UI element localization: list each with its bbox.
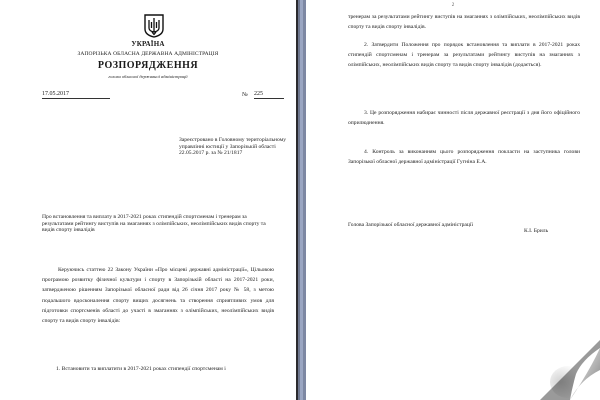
document-title: РОЗПОРЯДЖЕННЯ (97, 60, 199, 71)
item-1-continuation: тренерам за результатами рейтингу виступів на змаганнях з олімпійських, неолімпійських видів спорту та видів спорту інвалідів. (348, 14, 580, 31)
document-subtitle: голови обласної державної адміністрації (108, 74, 188, 79)
page-number: 2 (451, 3, 455, 8)
number-label: № (242, 92, 248, 98)
administration-heading: ЗАПОРІЗЬКА ОБЛАСНА ДЕРЖАВНА АДМІНІСТРАЦІЯ (77, 51, 219, 57)
document-page-2 (306, 0, 600, 400)
ukraine-crest-icon (143, 14, 165, 38)
document-subject: Про встановлення та виплату в 2017-2021 роках стипендій спортсменам і тренерам за результатами рейтингу виступів на змаганнях з олімпійських, неолімпійських видів спорту та видів спорту інвалідів (42, 214, 266, 234)
preamble-paragraph: Керуючись статтею 22 Закону України «Про місцеві державні адміністрації», Цільовою програмою розвитку фізичної культури і спорту в Запорізькій області на 2017-2021 роки, затвердженою рішенням Запорізької обласної ради від 26 січня 2017 року № 58, з метою подальшого вдосконалення спорту вищих досягнень та створення сприятливих умов для підготовки спортсменів області до участі в змаганнях з олімпійських, неолімпійських видів спорту та видів спорту інвалідів: (42, 267, 274, 325)
document-number: 225 (254, 91, 284, 99)
signature-name: К.І. Бриль (524, 228, 549, 234)
signature-title: Голова Запорізької обласної державної адміністрації (348, 222, 474, 228)
document-date: 17.05.2017 (42, 91, 110, 99)
item-2: 2. Затвердити Положення про порядок встановлення та виплати в 2017-2021 роках стипендій спортсменам і тренерам за результатами рейтингу виступів на змаганнях з олімпійських, неолімпійських видів спорту та видів спорту інвалідів (додається). (348, 42, 580, 69)
item-4: 4. Контроль за виконанням цього розпорядження покласти на заступника голови Запорізької обласної державної адміністрації Гугніна Е.А. (348, 149, 580, 166)
country-heading: УКРАЇНА (131, 40, 165, 48)
document-page-1 (0, 0, 296, 400)
item-3: 3. Це розпорядження набирає чинності після державної реєстрації з дня його офіційного оприлюднення. (348, 110, 580, 127)
page-separator (296, 0, 306, 400)
item-1: 1. Встановити та виплатити в 2017-2021 роках стипендії спортсменам і (56, 366, 226, 372)
page-curl-icon (540, 340, 600, 400)
registration-stamp: Зареєстровано в Головному територіальному управлінні юстиції у Запорізькій області 22.05.2017 р. за № 21/1817 (179, 137, 287, 157)
